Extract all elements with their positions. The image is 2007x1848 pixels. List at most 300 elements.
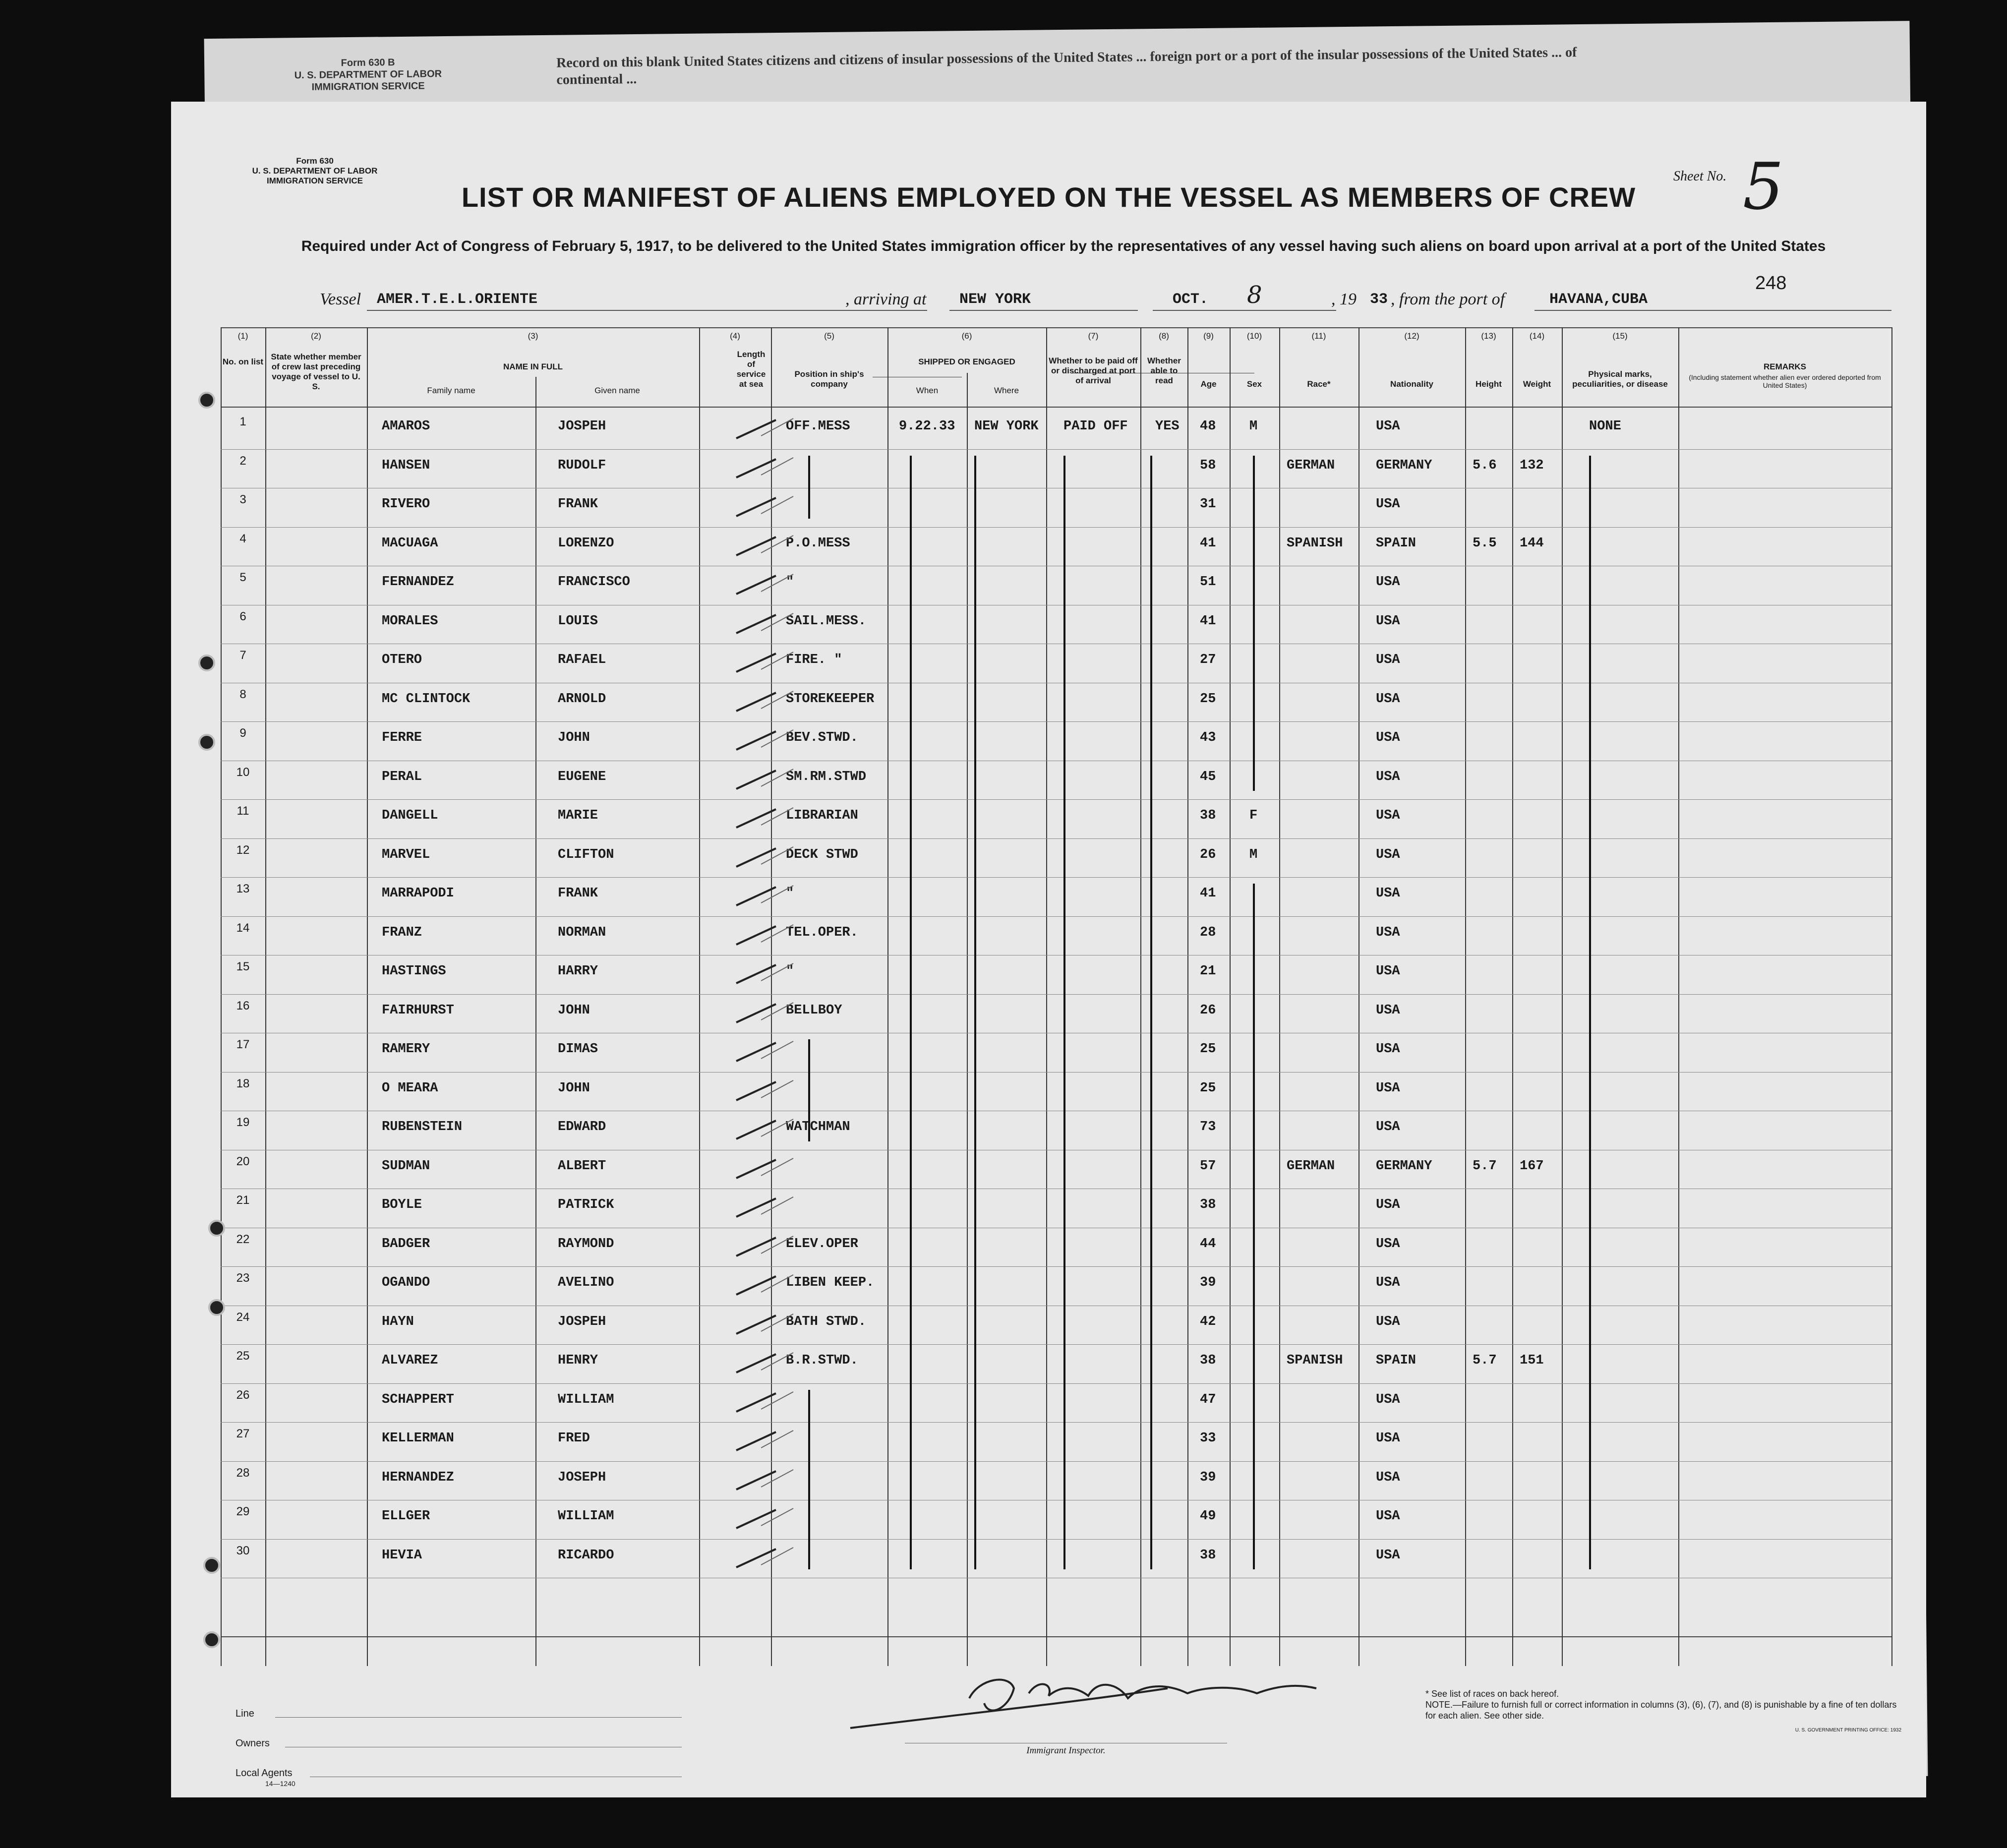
given-name: RAYMOND xyxy=(558,1236,614,1252)
family-name: OTERO xyxy=(382,653,422,667)
family-name: MARVEL xyxy=(382,847,430,862)
ditto-stroke xyxy=(910,456,912,1570)
row-number: 30 xyxy=(236,1544,250,1557)
age: 27 xyxy=(1200,653,1216,667)
age: 39 xyxy=(1200,1275,1216,1290)
position: " xyxy=(786,575,794,590)
col15-number: (15) xyxy=(1612,331,1628,341)
nationality: USA xyxy=(1376,925,1400,940)
nationality: USA xyxy=(1376,1275,1400,1290)
given-name: LORENZO xyxy=(558,536,614,551)
service-check-mark xyxy=(731,922,801,952)
row-number: 9 xyxy=(239,726,246,740)
family-name: ELLGER xyxy=(382,1509,430,1524)
shipped-when: 9.22.33 xyxy=(899,419,955,434)
family-name: MARRAPODI xyxy=(382,886,454,901)
col6-header: SHIPPED OR ENGAGED xyxy=(918,357,1015,366)
sheet-number: 5 xyxy=(1743,149,1784,224)
col7-header: Whether to be paid off or discharged at port of arrival xyxy=(1049,356,1138,385)
background-note: Record on this blank United States citizens and citizens of insular possessions of the United States ... foreign port or a port of the insular possessions of the United States ... of continental ... xyxy=(556,45,1577,88)
family-name: FERRE xyxy=(382,730,422,745)
row-number: 7 xyxy=(239,649,246,662)
row-number: 6 xyxy=(239,609,246,623)
family-name: ALVAREZ xyxy=(382,1353,438,1368)
column-rule xyxy=(1046,327,1047,1666)
col14-number: (14) xyxy=(1529,331,1545,341)
given-name: ALBERT xyxy=(558,1158,606,1174)
footer-notes xyxy=(1425,1688,1901,1736)
col1-number: (1) xyxy=(237,331,248,341)
service-check-mark xyxy=(731,1000,801,1030)
nationality: USA xyxy=(1376,769,1400,784)
vessel-underline xyxy=(367,310,927,311)
family-name: HANSEN xyxy=(382,458,430,473)
family-name: MACUAGA xyxy=(382,536,438,551)
line-underline xyxy=(275,1717,682,1718)
position: DECK STWD xyxy=(786,847,858,862)
ditto-stroke xyxy=(808,1039,810,1141)
arrival-day: 8 xyxy=(1247,281,1262,309)
position: BELLBOY xyxy=(786,1003,842,1018)
age: 49 xyxy=(1200,1509,1216,1524)
col14-header: Weight xyxy=(1523,379,1551,389)
row-rule xyxy=(221,527,1891,528)
position: FIRE. " xyxy=(786,653,842,667)
family-name: FAIRHURST xyxy=(382,1003,454,1018)
service-check-mark xyxy=(731,1389,801,1419)
row-rule xyxy=(221,1266,1891,1267)
age: 57 xyxy=(1200,1158,1216,1174)
row-rule xyxy=(221,838,1891,839)
col4-header: Length of service at sea xyxy=(736,350,766,389)
family-name: KELLERMAN xyxy=(382,1431,454,1446)
row-number: 11 xyxy=(236,804,249,818)
nationality: USA xyxy=(1376,886,1400,901)
service-check-mark xyxy=(731,1272,801,1302)
service-check-mark xyxy=(731,961,801,991)
sex: F xyxy=(1249,808,1258,823)
col9-number: (9) xyxy=(1203,331,1214,341)
family-name: RAMERY xyxy=(382,1042,430,1057)
service-check-mark xyxy=(731,494,801,524)
position: SM.RM.STWD xyxy=(786,769,867,784)
family-name: FERNANDEZ xyxy=(382,575,454,590)
row-rule xyxy=(221,1344,1891,1345)
race: GERMAN xyxy=(1287,458,1335,473)
ditto-stroke xyxy=(974,456,976,1570)
age: 26 xyxy=(1200,1003,1216,1018)
col15-header: Physical marks, peculiarities, or disease xyxy=(1572,369,1668,389)
row-number: 5 xyxy=(239,571,246,584)
table-top-rule xyxy=(221,327,1891,328)
crew-table xyxy=(221,327,1891,1666)
nationality: USA xyxy=(1376,730,1400,745)
service-check-mark xyxy=(731,1467,801,1497)
age: 31 xyxy=(1200,497,1216,512)
row-number: 22 xyxy=(236,1232,250,1246)
nationality: GERMANY xyxy=(1376,1158,1432,1174)
race: GERMAN xyxy=(1287,1158,1335,1174)
remarks-subheader: (Including statement whether alien ever ordered deported from United States) xyxy=(1689,373,1881,389)
service-check-mark xyxy=(731,689,801,718)
family-name: PERAL xyxy=(382,769,422,784)
service-check-mark xyxy=(731,1545,801,1575)
owners-label: Owners xyxy=(236,1738,270,1749)
service-check-mark xyxy=(731,1078,801,1108)
given-name: JOSEPH xyxy=(558,1470,606,1485)
age: 45 xyxy=(1200,769,1216,784)
age: 21 xyxy=(1200,964,1216,979)
age: 33 xyxy=(1200,1431,1216,1446)
given-name: ARNOLD xyxy=(558,691,606,707)
punch-hole xyxy=(198,392,215,409)
column-rule xyxy=(1512,327,1513,1666)
col10-header: Sex xyxy=(1246,379,1262,389)
stamp-number: 248 xyxy=(1755,273,1787,294)
column-rule xyxy=(887,327,888,1666)
row-rule xyxy=(221,1072,1891,1073)
weight: 151 xyxy=(1520,1353,1544,1368)
arriving-underline xyxy=(949,310,1138,311)
family-name: BADGER xyxy=(382,1236,430,1252)
punch-hole xyxy=(208,1299,225,1316)
column-rule xyxy=(1465,327,1466,1666)
column-rule xyxy=(1562,327,1563,1666)
service-check-mark xyxy=(731,727,801,757)
column-rule xyxy=(221,327,222,1666)
service-check-mark xyxy=(731,533,801,563)
row-number: 25 xyxy=(236,1349,250,1363)
service-check-mark xyxy=(731,1234,801,1263)
row-number: 17 xyxy=(236,1038,250,1051)
age: 58 xyxy=(1200,458,1216,473)
age: 25 xyxy=(1200,1080,1216,1096)
column-rule xyxy=(699,327,700,1666)
age: 41 xyxy=(1200,536,1216,551)
document-subtitle: Required under Act of Congress of February 5, 1917, to be delivered to the United States immigration officer by the representatives of any vessel having such aliens on board upon arrival at a port of the United States xyxy=(301,238,1826,254)
col2-header: State whether member of crew last preceding voyage of vessel to U. S. xyxy=(271,352,361,391)
ditto-stroke xyxy=(808,456,810,519)
row-rule xyxy=(221,449,1891,450)
service-check-mark xyxy=(731,1506,801,1536)
service-check-mark xyxy=(731,1039,801,1069)
row-number: 29 xyxy=(236,1505,250,1518)
vessel-name: AMER.T.E.L.ORIENTE xyxy=(377,291,538,308)
nationality: USA xyxy=(1376,1431,1400,1446)
column-rule xyxy=(1140,327,1141,1666)
service-check-mark xyxy=(731,1428,801,1458)
table-bottom-rule xyxy=(221,1636,1891,1637)
weight: 144 xyxy=(1520,536,1544,551)
family-name: FRANZ xyxy=(382,925,422,940)
row-number: 1 xyxy=(239,415,246,428)
column-rule xyxy=(1891,327,1892,1666)
col10-number: (10) xyxy=(1246,331,1262,341)
punch-hole xyxy=(198,655,215,671)
given-name: FRANK xyxy=(558,886,598,901)
age: 38 xyxy=(1200,1197,1216,1212)
given-name-header: Given name xyxy=(594,386,640,395)
vessel-label: Vessel xyxy=(320,290,361,308)
punch-hole xyxy=(198,734,215,751)
position: WATCHMAN xyxy=(786,1120,850,1134)
punch-hole xyxy=(208,1220,225,1237)
punch-hole xyxy=(203,1557,220,1574)
age: 28 xyxy=(1200,925,1216,940)
given-name: JOHN xyxy=(558,1080,590,1096)
col8-number: (8) xyxy=(1159,331,1169,341)
ditto-stroke xyxy=(1253,884,1255,1569)
nationality: USA xyxy=(1376,691,1400,707)
inspector-signature xyxy=(821,1669,1440,1748)
nationality: GERMANY xyxy=(1376,458,1432,473)
age: 38 xyxy=(1200,1353,1216,1368)
row-rule xyxy=(221,1461,1891,1462)
row-number: 21 xyxy=(236,1193,250,1207)
given-name: FRANCISCO xyxy=(558,575,630,590)
row-number: 26 xyxy=(236,1388,250,1402)
from-label: , from the port of xyxy=(1391,290,1505,308)
height: 5.7 xyxy=(1473,1353,1497,1368)
nationality: USA xyxy=(1376,613,1400,629)
column-rule xyxy=(1678,327,1679,1666)
col1-header: No. on list xyxy=(222,357,264,366)
position: BEV.STWD. xyxy=(786,730,858,745)
given-name: DIMAS xyxy=(558,1042,598,1057)
age: 26 xyxy=(1200,847,1216,862)
col11-header: Race* xyxy=(1307,379,1331,389)
penalty-note: NOTE.—Failure to furnish full or correct information in columns (3), (6), (7), and (8) is punishable by a fine of ten dollars for each alien. See other side. xyxy=(1425,1700,1897,1721)
punch-hole xyxy=(203,1631,220,1648)
given-name: AVELINO xyxy=(558,1275,614,1290)
position: SAIL.MESS. xyxy=(786,613,867,629)
age: 73 xyxy=(1200,1120,1216,1134)
able-to-read: YES xyxy=(1155,419,1180,434)
given-name: HARRY xyxy=(558,964,598,979)
family-name: AMAROS xyxy=(382,419,430,434)
family-name: OGANDO xyxy=(382,1275,430,1290)
given-name: EUGENE xyxy=(558,769,606,784)
column-rule xyxy=(1358,327,1359,1666)
year-label: , 19 xyxy=(1331,290,1357,308)
row-number: 13 xyxy=(236,882,250,895)
service-check-mark xyxy=(731,805,801,835)
local-agents-label: Local Agents xyxy=(236,1768,293,1779)
service-check-mark xyxy=(731,416,801,446)
race: SPANISH xyxy=(1287,536,1343,551)
position: LIBRARIAN xyxy=(786,808,858,823)
given-name: NORMAN xyxy=(558,925,606,940)
sheet-number-label: Sheet No. xyxy=(1673,169,1727,184)
ditto-stroke xyxy=(1589,456,1591,1570)
given-name: LOUIS xyxy=(558,613,598,629)
nationality: USA xyxy=(1376,1548,1400,1563)
row-rule xyxy=(221,799,1891,800)
column-rule xyxy=(1187,327,1188,1666)
col11-number: (11) xyxy=(1311,331,1326,341)
arrival-year: 33 xyxy=(1370,291,1388,308)
col12-number: (12) xyxy=(1404,331,1419,341)
row-rule xyxy=(221,877,1891,878)
position: TEL.OPER. xyxy=(786,925,858,940)
row-number: 2 xyxy=(239,454,246,468)
arrival-month: OCT. xyxy=(1173,291,1209,308)
row-number: 10 xyxy=(236,765,250,779)
col13-header: Height xyxy=(1476,379,1502,389)
row-number: 8 xyxy=(239,687,246,701)
column-rule xyxy=(967,373,968,1666)
service-check-mark xyxy=(731,1156,801,1186)
service-check-mark xyxy=(731,572,801,601)
weight: 167 xyxy=(1520,1158,1544,1174)
date-underline xyxy=(1153,310,1336,311)
service-check-mark xyxy=(731,844,801,874)
row-rule xyxy=(221,721,1891,722)
age: 51 xyxy=(1200,575,1216,590)
service-check-mark xyxy=(731,1311,801,1341)
col3-number: (3) xyxy=(528,331,538,341)
given-name: MARIE xyxy=(558,808,598,823)
nationality: USA xyxy=(1376,1392,1400,1407)
races-note: * See list of races on back hereof. xyxy=(1425,1689,1559,1699)
nationality: USA xyxy=(1376,847,1400,862)
manifest-sheet xyxy=(171,102,1926,1797)
col5-number: (5) xyxy=(824,331,834,341)
family-name: RUBENSTEIN xyxy=(382,1120,463,1134)
row-number: 14 xyxy=(236,921,250,935)
position: " xyxy=(786,886,794,901)
nationality: USA xyxy=(1376,1120,1400,1134)
given-name: EDWARD xyxy=(558,1120,606,1134)
row-rule xyxy=(221,994,1891,995)
family-name: MC CLINTOCK xyxy=(382,691,471,707)
age: 48 xyxy=(1200,419,1216,434)
given-name: HENRY xyxy=(558,1353,598,1368)
family-name: RIVERO xyxy=(382,497,430,512)
family-name: SCHAPPERT xyxy=(382,1392,454,1407)
row-rule xyxy=(221,916,1891,917)
age: 41 xyxy=(1200,613,1216,629)
age: 41 xyxy=(1200,886,1216,901)
position: OFF.MESS xyxy=(786,419,850,434)
row-rule xyxy=(221,1422,1891,1423)
sex: M xyxy=(1249,847,1258,862)
nationality: USA xyxy=(1376,1042,1400,1057)
row-number: 20 xyxy=(236,1154,250,1168)
row-number: 18 xyxy=(236,1076,250,1090)
col5-header: Position in ship's company xyxy=(794,369,864,389)
given-name: FRANK xyxy=(558,497,598,512)
row-number: 24 xyxy=(236,1310,250,1324)
nationality: USA xyxy=(1376,653,1400,667)
nationality: USA xyxy=(1376,1314,1400,1329)
ditto-stroke xyxy=(1063,456,1065,1570)
age: 38 xyxy=(1200,1548,1216,1563)
ditto-stroke xyxy=(1253,456,1255,791)
col8-header: Whether able to read xyxy=(1147,356,1181,385)
col6-number: (6) xyxy=(961,331,972,341)
height: 5.5 xyxy=(1473,536,1497,551)
given-name: RICARDO xyxy=(558,1548,614,1563)
service-check-mark xyxy=(731,1194,801,1224)
position: STOREKEEPER xyxy=(786,691,875,707)
sex: M xyxy=(1249,419,1258,434)
family-name: DANGELL xyxy=(382,808,438,823)
age: 43 xyxy=(1200,730,1216,745)
line-label: Line xyxy=(236,1708,254,1719)
family-name: HERNANDEZ xyxy=(382,1470,454,1485)
service-check-mark xyxy=(731,883,801,913)
footer xyxy=(236,1688,1901,1797)
position: LIBEN KEEP. xyxy=(786,1275,875,1290)
nationality: USA xyxy=(1376,1236,1400,1252)
col7-number: (7) xyxy=(1088,331,1099,341)
nationality: USA xyxy=(1376,964,1400,979)
col3-header: NAME IN FULL xyxy=(503,362,563,371)
column-rule xyxy=(771,327,772,1666)
row-number: 4 xyxy=(239,532,246,545)
given-name: WILLIAM xyxy=(558,1509,614,1524)
given-name: RUDOLF xyxy=(558,458,606,473)
given-name: CLIFTON xyxy=(558,847,614,862)
nationality: SPAIN xyxy=(1376,1353,1417,1368)
position: BATH STWD. xyxy=(786,1314,867,1329)
height: 5.6 xyxy=(1473,458,1497,473)
form-id: Form 630 U. S. DEPARTMENT OF LABOR IMMIGRATION SERVICE xyxy=(252,156,378,185)
from-underline xyxy=(1535,310,1891,311)
age: 47 xyxy=(1200,1392,1216,1407)
age: 42 xyxy=(1200,1314,1216,1329)
col12-header: Nationality xyxy=(1390,379,1433,389)
nationality: USA xyxy=(1376,1197,1400,1212)
immigrant-inspector-label: Immigrant Inspector. xyxy=(1026,1745,1106,1756)
given-name: WILLIAM xyxy=(558,1392,614,1407)
nationality: USA xyxy=(1376,419,1400,434)
age: 44 xyxy=(1200,1236,1216,1252)
column-rule xyxy=(1279,327,1280,1666)
service-check-mark xyxy=(731,767,801,796)
nationality: USA xyxy=(1376,808,1400,823)
service-check-mark xyxy=(731,611,801,641)
header-bottom-rule xyxy=(221,407,1891,408)
service-check-mark xyxy=(731,1350,801,1380)
given-name: JOSPEH xyxy=(558,419,606,434)
row-number: 15 xyxy=(236,960,250,973)
where-header: Where xyxy=(994,386,1019,395)
position: B.R.STWD. xyxy=(786,1353,858,1368)
when-header: When xyxy=(916,386,939,395)
service-check-mark xyxy=(731,650,801,679)
shipped-where: NEW YORK xyxy=(974,419,1039,434)
column-rule xyxy=(535,377,536,1666)
printer-note: U. S. GOVERNMENT PRINTING OFFICE: 1932 xyxy=(1795,1728,1901,1733)
col4-number: (4) xyxy=(730,331,740,341)
arriving-label: , arriving at xyxy=(845,290,927,308)
row-number: 16 xyxy=(236,999,250,1013)
age: 25 xyxy=(1200,1042,1216,1057)
row-number: 27 xyxy=(236,1427,250,1440)
row-number: 3 xyxy=(239,493,246,506)
given-name: RAFAEL xyxy=(558,653,606,667)
nationality: USA xyxy=(1376,575,1400,590)
nationality: SPAIN xyxy=(1376,536,1417,551)
family-name: SUDMAN xyxy=(382,1158,430,1174)
from-port: HAVANA,CUBA xyxy=(1549,291,1648,308)
row-number: 19 xyxy=(236,1116,250,1129)
service-check-mark xyxy=(731,455,801,485)
physical-marks: NONE xyxy=(1589,419,1621,434)
family-name: HAYN xyxy=(382,1314,414,1329)
